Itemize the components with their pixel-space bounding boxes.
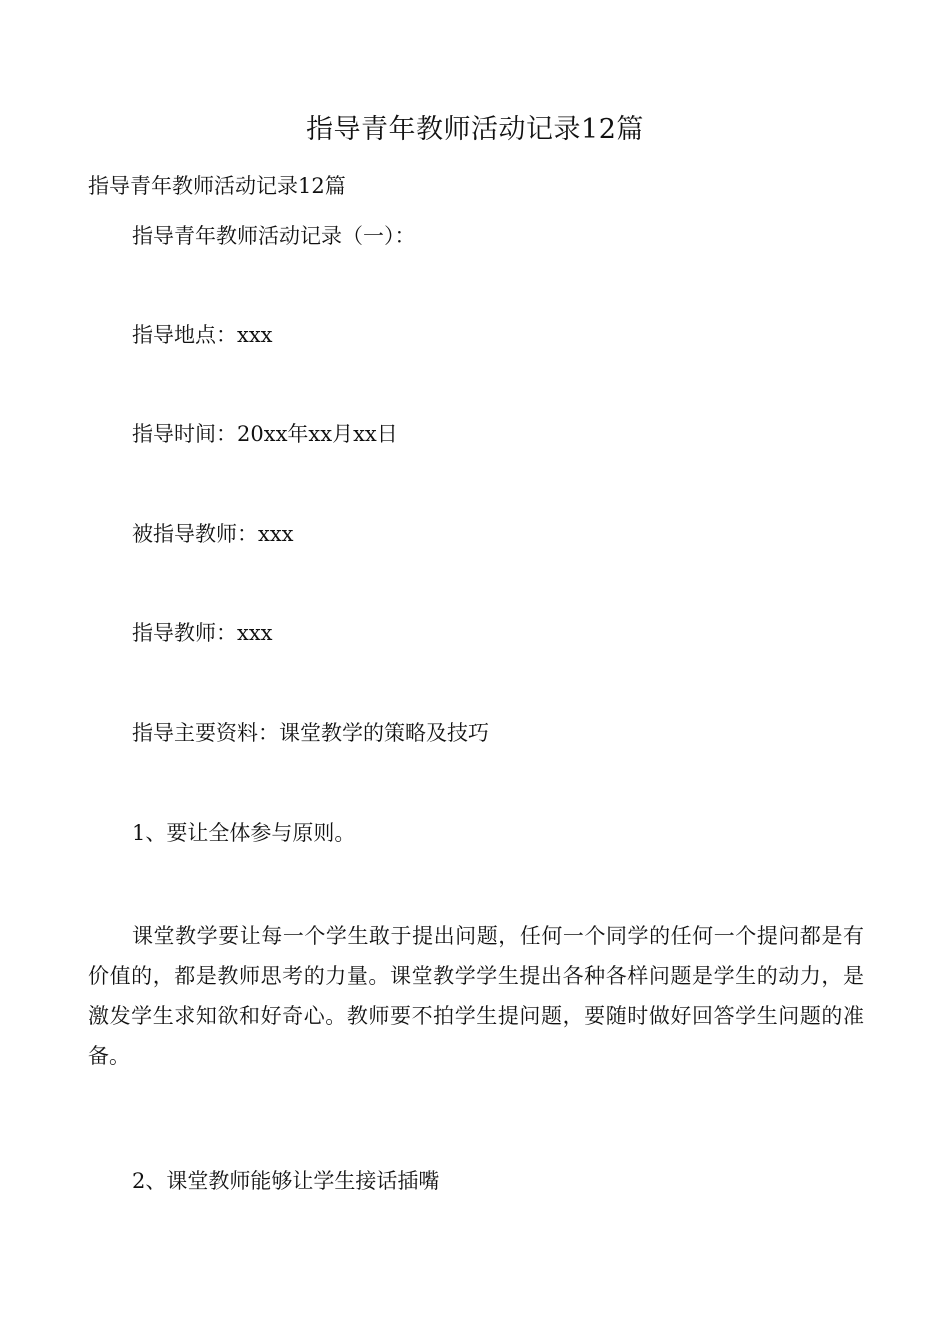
document-title: 指导青年教师活动记录12篇	[306, 114, 644, 145]
main-content-line: 指导主要资料：课堂教学的策略及技巧	[132, 721, 489, 745]
section-heading: 指导青年教师活动记录（一）：	[132, 224, 416, 248]
mentee-line: 被指导教师：xxx	[132, 522, 294, 546]
mentor-line: 指导教师：xxx	[132, 621, 273, 645]
point-1-heading: 1、要让全体参与原则。	[132, 821, 356, 845]
point-2-heading: 2、课堂教师能够让学生接话插嘴	[132, 1169, 440, 1193]
paragraph-1: 课堂教学要让每一个学生敢于提出问题，任何一个同学的任何一个提问都是有价值的，都是教师思考的力量。课堂教学学生提出各种各样问题是学生的动力，是激发学生求知欲和好奇心。教师要不拍学生提问题，要随时做好回答学生问题的准备。	[88, 924, 864, 1068]
location-line: 指导地点：xxx	[132, 323, 273, 347]
document-subtitle: 指导青年教师活动记录12篇	[88, 174, 346, 198]
time-line: 指导时间：20xx年xx月xx日	[132, 422, 398, 446]
